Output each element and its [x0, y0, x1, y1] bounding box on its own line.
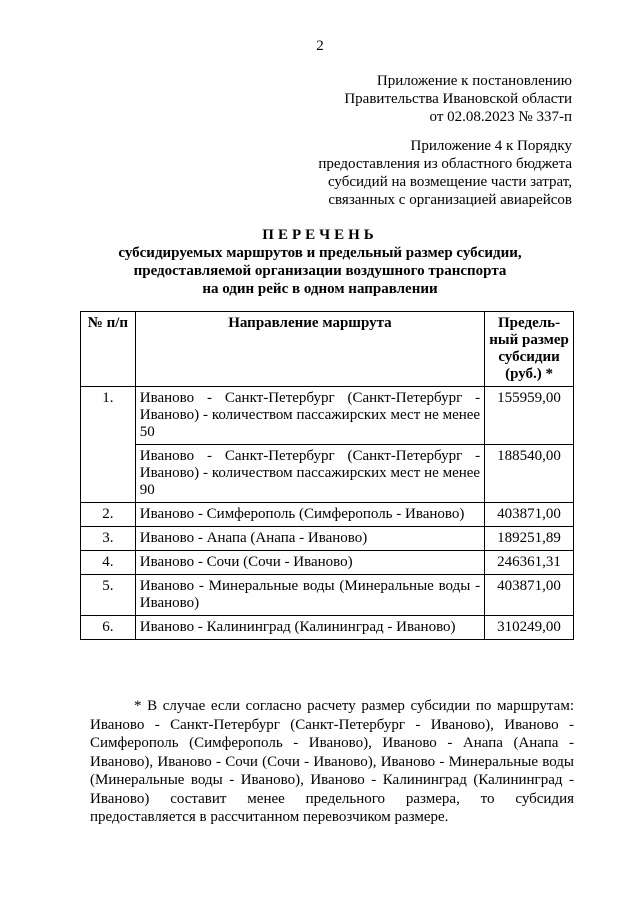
appendix-line: субсидий на возмещение части затрат,: [327, 174, 572, 190]
row-number: 5.: [81, 575, 136, 616]
row-amount: 403871,00: [485, 503, 574, 527]
document-subtitle-line: субсидируемых маршрутов и предельный размер субсидии,: [118, 245, 522, 261]
row-number: 6.: [81, 616, 136, 640]
table-row: [81, 575, 574, 616]
row-number: 2.: [81, 503, 136, 527]
table-row: [81, 387, 574, 445]
document-heading: [0, 226, 640, 298]
appendix-procedure: [318, 137, 572, 209]
row-amount: 403871,00: [485, 575, 574, 616]
row-direction: Иваново - Симферополь (Симферополь - Иваново): [135, 503, 484, 527]
row-amount: 310249,00: [485, 616, 574, 640]
routes-table: [80, 311, 574, 640]
appendix-line: Приложение 4 к Порядку: [410, 138, 572, 154]
appendix-line: связанных с организацией авиарейсов: [328, 192, 572, 208]
row-direction: Иваново - Анапа (Анапа - Иваново): [135, 527, 484, 551]
row-direction: Иваново - Санкт-Петербург (Санкт-Петербург - Иваново) - количеством пассажирских мест не менее 90: [135, 445, 484, 503]
footnote: * В случае если согласно расчету размер субсидии по маршрутам: Иваново - Санкт-Петербург (Санкт-Петербург - Иваново), Иваново - Симферополь (Симферополь - Иваново), Иваново - Анапа (Анапа - Иваново), Иваново - Сочи (Сочи - Иваново), Иваново - Минеральные воды (Минеральные воды - Иваново), Иваново - Калининград (Калининград - Иваново) составит менее предельного размера, то субсидия предоставляется в рассчитанном перевозчиком размере.: [90, 698, 574, 825]
appendix-line: Правительства Ивановской области: [344, 91, 572, 107]
row-amount: 155959,00: [485, 387, 574, 445]
table-row: [81, 445, 574, 503]
row-amount: 246361,31: [485, 551, 574, 575]
appendix-line: от 02.08.2023 № 337-п: [429, 109, 572, 125]
page-number: 2: [316, 38, 324, 54]
row-direction: Иваново - Санкт-Петербург (Санкт-Петербург - Иваново) - количеством пассажирских мест не менее 50: [135, 387, 484, 445]
table-row: [81, 551, 574, 575]
table-header-row: [81, 312, 574, 387]
row-amount: 189251,89: [485, 527, 574, 551]
table-row: [81, 503, 574, 527]
row-number: 1.: [81, 387, 136, 503]
row-amount: 188540,00: [485, 445, 574, 503]
appendix-resolution: [344, 72, 572, 126]
document-subtitle-line: предоставляемой организации воздушного транспорта: [133, 263, 507, 279]
table-row: [81, 527, 574, 551]
document-subtitle-line: на один рейс в одном направлении: [202, 281, 438, 297]
header-direction: Направление маршрута: [135, 312, 484, 387]
appendix-line: предоставления из областного бюджета: [318, 156, 572, 172]
document-title: ПЕРЕЧЕНЬ: [262, 227, 378, 243]
row-direction: Иваново - Сочи (Сочи - Иваново): [135, 551, 484, 575]
row-number: 3.: [81, 527, 136, 551]
header-number: № п/п: [81, 312, 136, 387]
table-row: [81, 616, 574, 640]
row-number: 4.: [81, 551, 136, 575]
header-amount: Предель-ный размер субсидии (руб.) *: [485, 312, 574, 387]
row-direction: Иваново - Калининград (Калининград - Иваново): [135, 616, 484, 640]
appendix-line: Приложение к постановлению: [376, 73, 572, 89]
row-direction: Иваново - Минеральные воды (Минеральные воды - Иваново): [135, 575, 484, 616]
